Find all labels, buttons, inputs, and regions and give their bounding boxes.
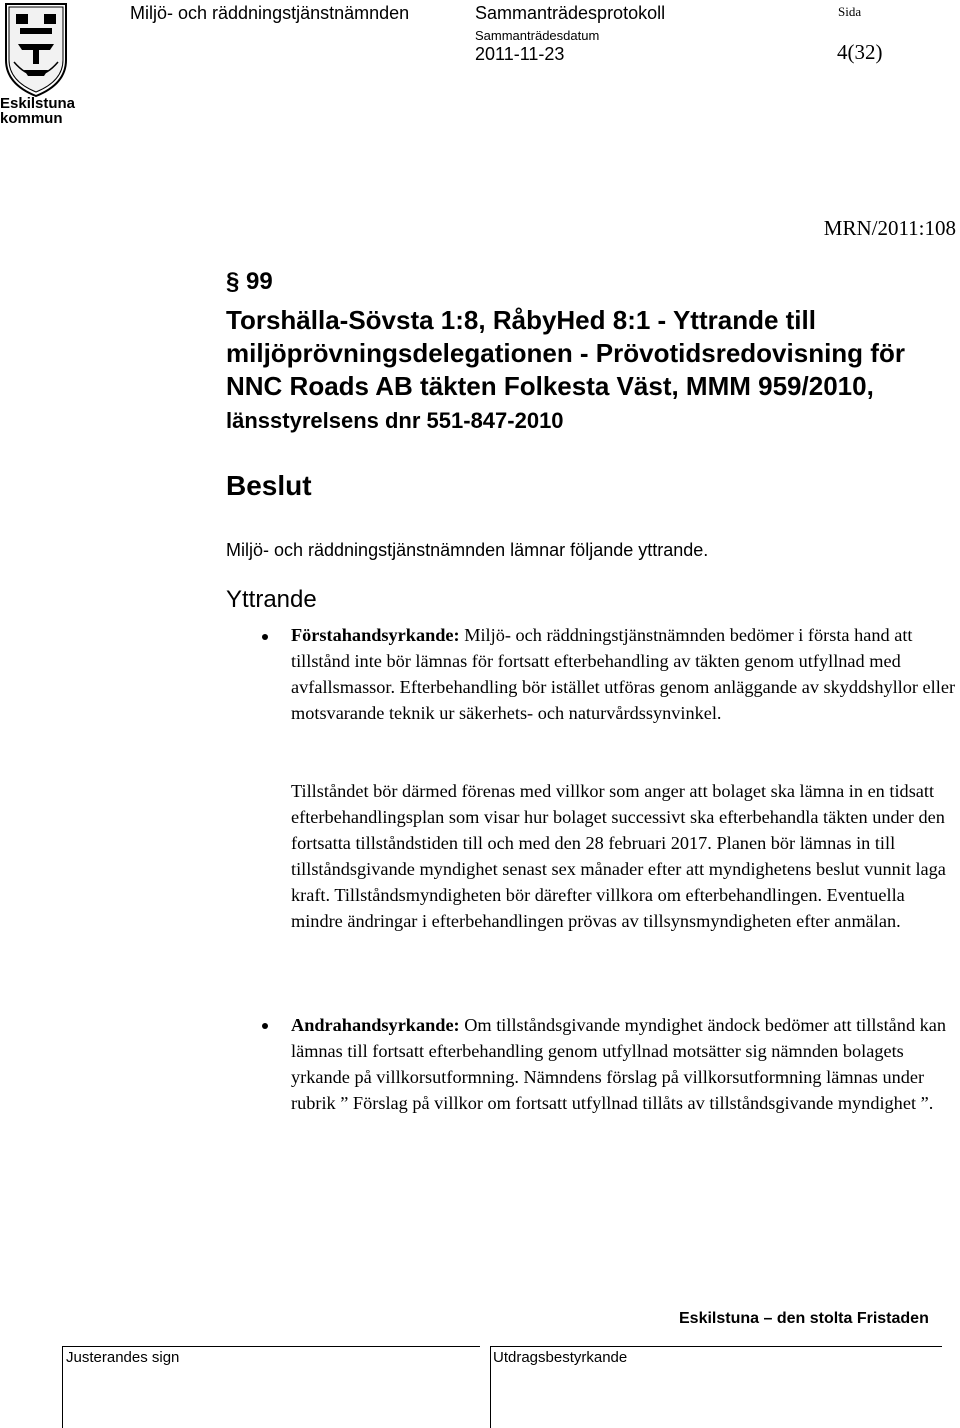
primary-claim-followup: Tillståndet bör därmed förenas med villkor som anger att bolaget ska lämna in en tidsatt efterbehandlingsplan som visar hur bolaget successivt ska efterbehandla täkten under den fortsatta tillståndstiden till och med den 28 februari 2017. Planen bör lämnas in till tillståndsgivande myndighet senast sex månader efter att myndighetens beslut vunnit laga kraft. Tillståndsmyndigheten bör därefter villkora om efterbehandlingen. Eventuella mindre ändringar i efterbehandlingen prövas av tillsynsmyndigheten efter anmälan. (291, 781, 946, 931)
footer-box-border (490, 1346, 491, 1428)
excerpt-certification-label: Utdragsbestyrkande (493, 1349, 628, 1366)
secondary-claim-lead: Andrahandsyrkande: (291, 1015, 460, 1035)
decision-text: Miljö- och räddningstjänstnämnden lämnar följande yttrande. (226, 540, 709, 560)
footer-divider (490, 1346, 942, 1347)
primary-claim-text: Miljö- och räddningstjänstnämnden bedömer i första hand att tillstånd inte bör lämnas för fortsatt efterbehandling av täkten genom utfyllnad med avfallsmassor. Efterbehandling bör istället utföras genom anläggande av skyddshyllor eller motsvarande teknik ur säkerhets- och naturvårdssynvinkel. (291, 625, 956, 723)
page-label: Sida (838, 4, 862, 19)
logo-text (0, 96, 75, 126)
page-number: 4(32) (837, 40, 883, 64)
bullet-icon (262, 1023, 268, 1029)
footer-divider (62, 1346, 480, 1347)
municipality-logo (0, 0, 76, 128)
secondary-claim-paragraph (291, 1012, 960, 1116)
footer-slogan: Eskilstuna – den stolta Fristaden (679, 1310, 929, 1327)
statement-heading: Yttrande (226, 586, 317, 613)
document-type: Sammanträdesprotokoll (475, 3, 666, 23)
secondary-claim-text: Om tillståndsgivande myndighet ändock bedömer att tillstånd kan lämnas till fortsatt efterbehandling genom utfyllnad motsätter sig nämnden bolagets yrkande på villkorsutformning. Nämndens förslag på villkorsutformning lämnas under rubrik ” Förslag på villkor om fortsatt utfyllnad tillåts av tillståndsgivande myndighet ”. (291, 1015, 947, 1113)
committee-name: Miljö- och räddningstjänstnämnden (130, 3, 410, 23)
section-title-sub: länsstyrelsens dnr 551-847-2010 (226, 408, 564, 433)
bullet-icon (262, 634, 268, 640)
date-label: Sammanträdesdatum (475, 28, 600, 43)
primary-claim-paragraph (291, 622, 960, 726)
logo-text-line1: Eskilstuna (0, 95, 76, 112)
section-title (226, 304, 926, 437)
signature-label: Justerandes sign (66, 1349, 180, 1366)
logo-text-line2: kommun (0, 110, 63, 127)
footer-box-border (62, 1346, 63, 1428)
meeting-date: 2011-11-23 (475, 44, 565, 64)
section-number: § 99 (226, 268, 273, 295)
reference-number: MRN/2011:108 (823, 216, 956, 240)
primary-claim-lead: Förstahandsyrkande: (291, 625, 460, 645)
section-title-main: Torshälla-Sövsta 1:8, RåbyHed 8:1 - Yttrande till miljöprövningsdelegationen - Prövotidsredovisning för NNC Roads AB täkten Folkesta Väst, MMM 959/2010, (226, 305, 905, 401)
decision-heading: Beslut (226, 470, 312, 501)
